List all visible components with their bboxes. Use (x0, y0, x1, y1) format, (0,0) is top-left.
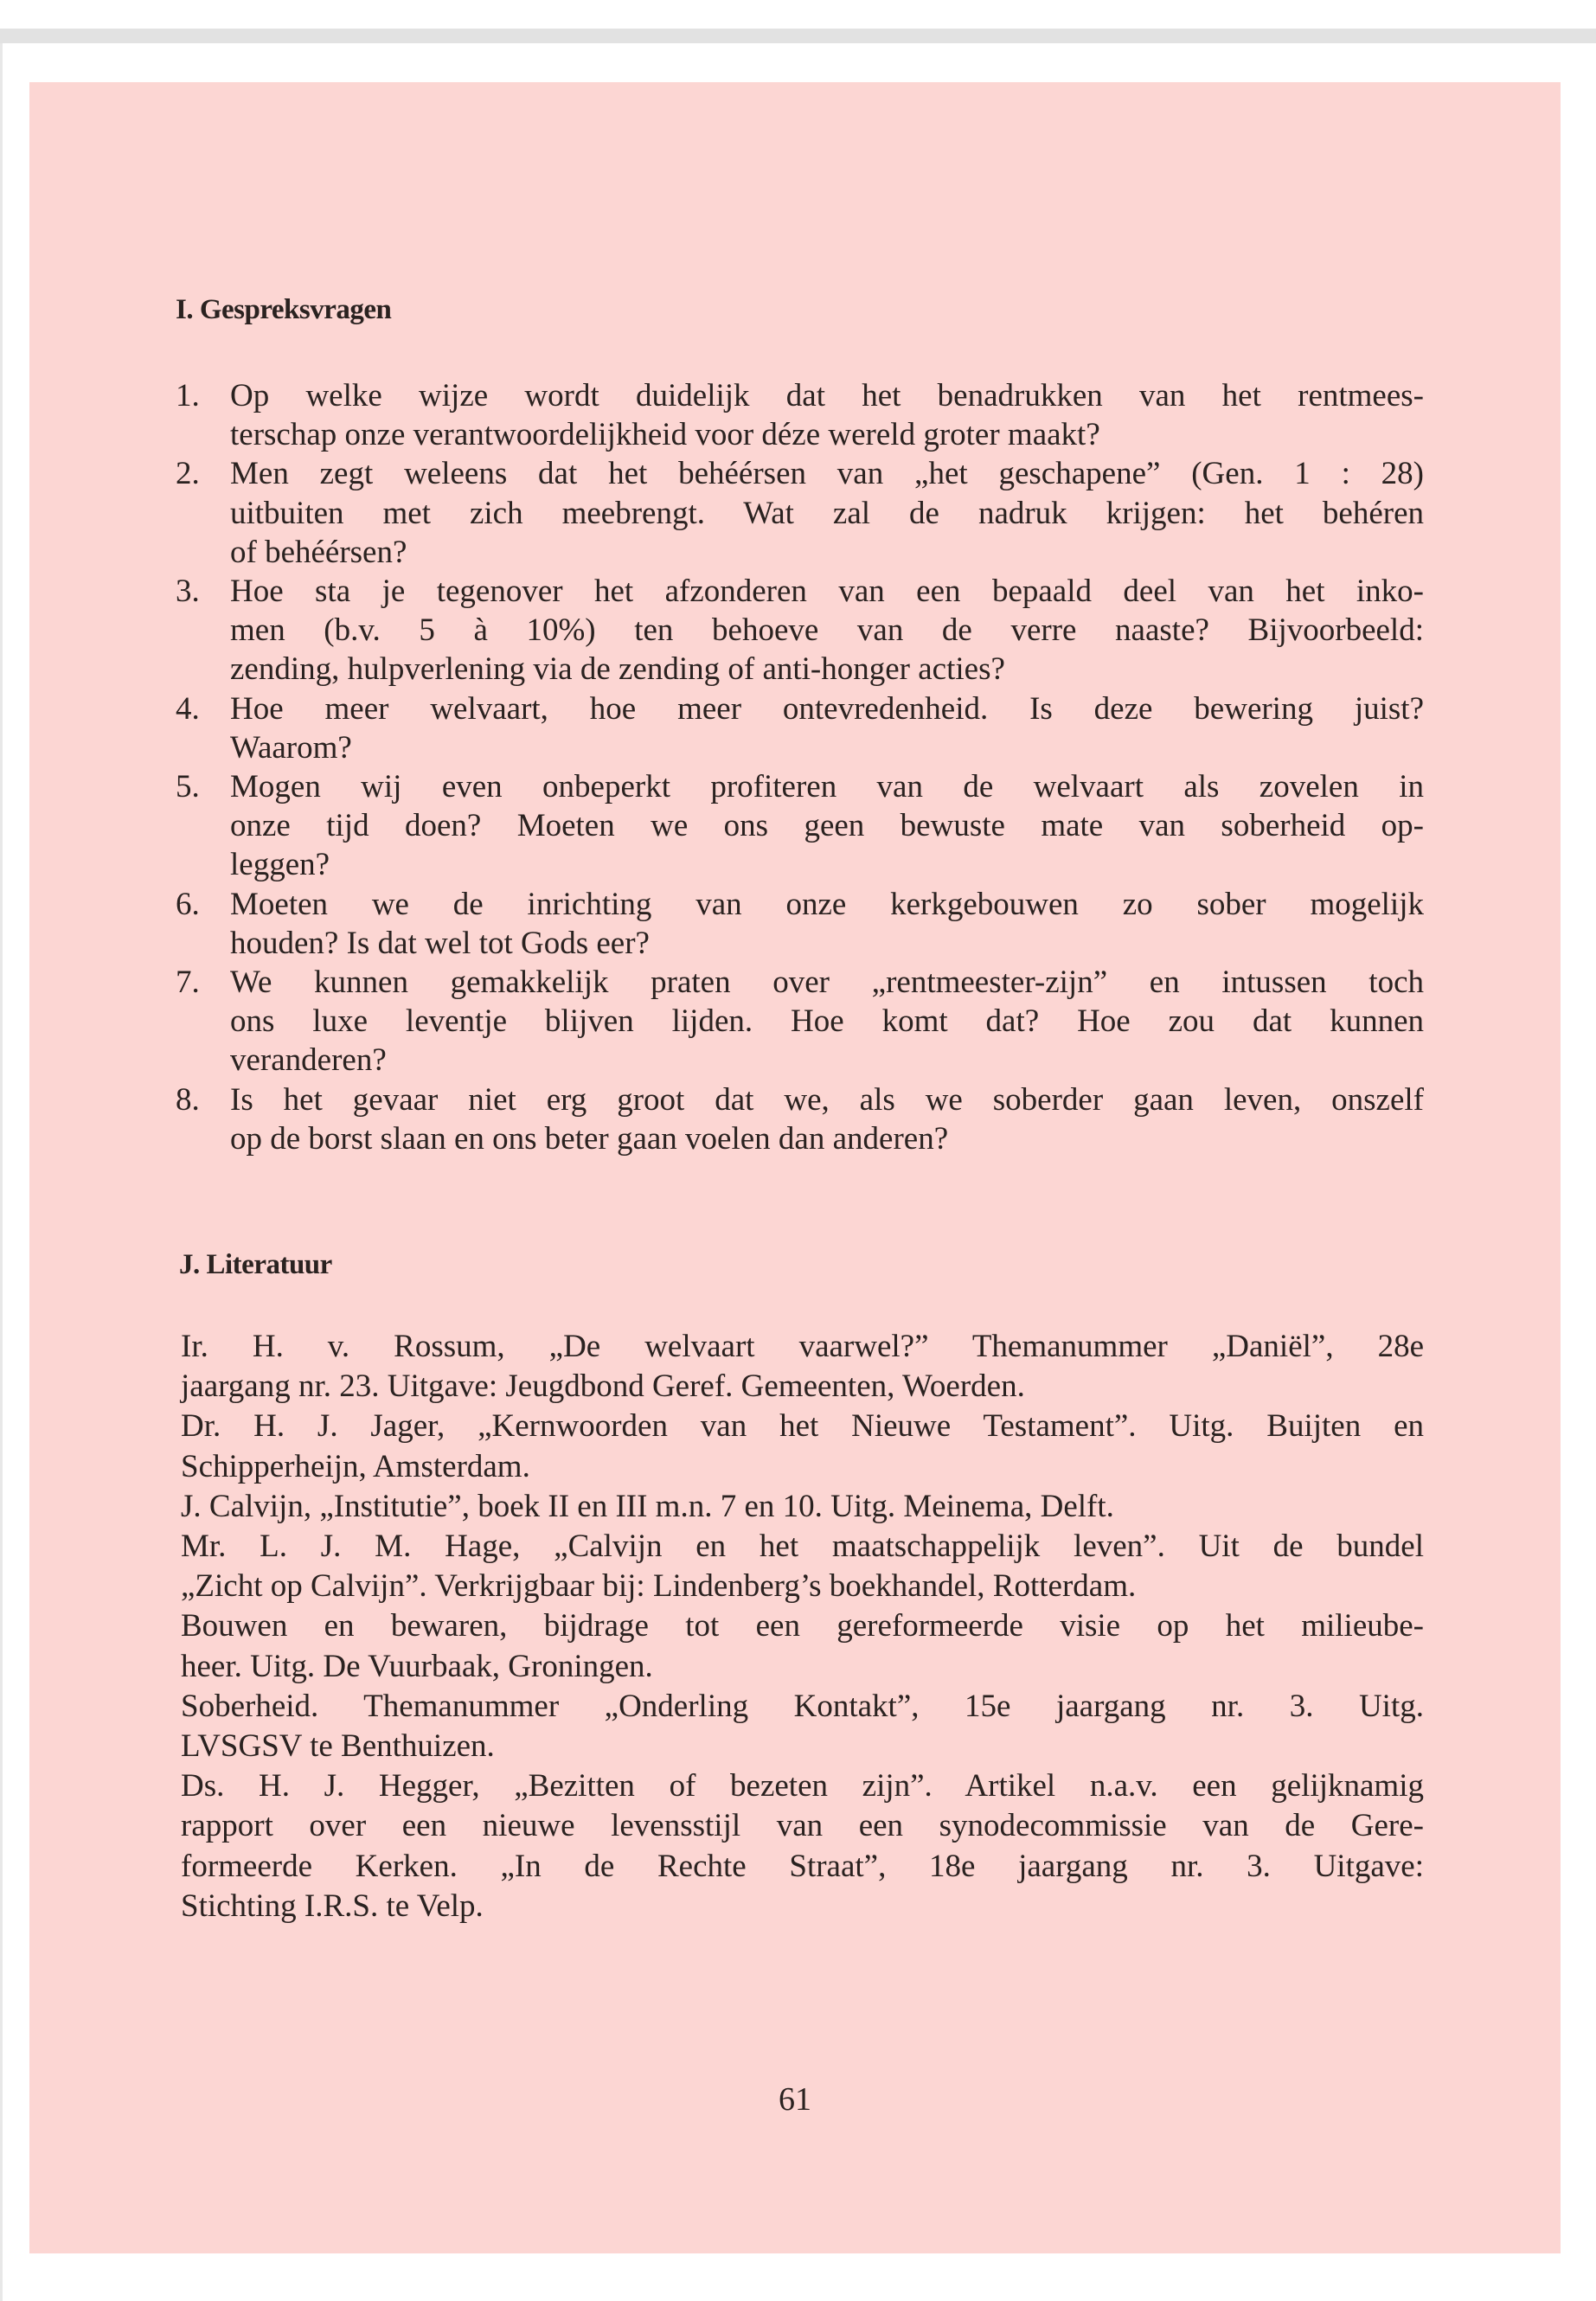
question-text-line: uitbuiten met zich meebrengt. Wat zal de nadruk krijgen: het behéren (230, 495, 1424, 531)
question-text-line: leggen? (230, 847, 330, 883)
scan-left-border (0, 43, 3, 2301)
question-text-line: Op welke wijze wordt duidelijk dat het benadrukken van het rentmees- (230, 378, 1424, 413)
question-number: 8. (176, 1081, 200, 1118)
section-heading-gespreksvragen: I. Gespreksvragen (176, 294, 392, 325)
question-text-line: Is het gevaar niet erg groot dat we, als we soberder gaan leven, onszelf (230, 1081, 1424, 1118)
section-heading-literatuur: J. Literatuur (179, 1249, 332, 1280)
literature-entry-line: Schipperheijn, Amsterdam. (181, 1448, 530, 1484)
literature-entry-line: Mr. L. J. M. Hage, „Calvijn en het maatschappelijk leven”. Uit de bundel (181, 1529, 1424, 1564)
question-text-line: veranderen? (230, 1042, 387, 1079)
literature-entry-line: J. Calvijn, „Institutie”, boek II en III m.n. 7 en 10. Uitg. Meinema, Delft. (181, 1488, 1114, 1524)
question-number: 3. (176, 574, 200, 609)
question-text-line: Waarom? (230, 729, 352, 766)
literature-entry-line: Bouwen en bewaren, bijdrage tot een gereformeerde visie op het milieube- (181, 1608, 1424, 1644)
question-text-line: op de borst slaan en ons beter gaan voelen dan anderen? (230, 1120, 949, 1157)
question-number: 7. (176, 965, 200, 1000)
literature-entry-line: Stichting I.R.S. te Velp. (181, 1888, 484, 1924)
question-text-line: houden? Is dat wel tot Gods eer? (230, 925, 650, 961)
literature-entry-line: Soberheid. Themanummer „Onderling Kontakt”, 15e jaargang nr. 3. Uitg. (181, 1688, 1424, 1724)
question-text-line: Hoe sta je tegenover het afzonderen van een bepaald deel van het inko- (230, 574, 1424, 609)
question-number: 4. (176, 690, 200, 727)
literature-entry-line: LVSGSV te Benthuizen. (181, 1728, 495, 1764)
question-text-line: We kunnen gemakkelijk praten over „rentmeester-zijn” en intussen toch (230, 965, 1424, 1000)
question-text-line: onze tijd doen? Moeten we ons geen bewuste mate van soberheid op- (230, 808, 1424, 844)
question-text-line: Mogen wij even onbeperkt profiteren van de welvaart als zovelen in (230, 769, 1424, 804)
question-number: 2. (176, 456, 200, 492)
literature-entry-line: heer. Uitg. De Vuurbaak, Groningen. (181, 1648, 653, 1684)
question-text-line: Men zegt weleens dat het behéérsen van „het geschapene” (Gen. 1 : 28) (230, 456, 1424, 492)
page-number: 61 (779, 2081, 811, 2118)
question-text-line: Hoe meer welvaart, hoe meer ontevredenheid. Is deze bewering juist? (230, 690, 1424, 727)
question-text-line: ons luxe leventje blijven lijden. Hoe komt dat? Hoe zou dat kunnen (230, 1003, 1424, 1040)
question-text-line: zending, hulpverlening via de zending of anti-honger acties? (230, 651, 1005, 688)
question-text-line: of behéérsen? (230, 534, 407, 570)
question-number: 6. (176, 886, 200, 922)
literature-entry-line: jaargang nr. 23. Uitgave: Jeugdbond Geref. Gemeenten, Woerden. (181, 1368, 1025, 1405)
question-text-line: Moeten we de inrichting van onze kerkgebouwen zo sober mogelijk (230, 886, 1424, 922)
literature-entry-line: Dr. H. J. Jager, „Kernwoorden van het Nieuwe Testament”. Uitg. Buijten en (181, 1408, 1424, 1445)
literature-entry-line: rapport over een nieuwe levensstijl van een synodecommissie van de Gere- (181, 1808, 1424, 1844)
literature-entry-line: „Zicht op Calvijn”. Verkrijgbaar bij: Lindenberg’s boekhandel, Rotterdam. (181, 1568, 1137, 1605)
question-text-line: terschap onze verantwoordelijkheid voor déze wereld groter maakt? (230, 417, 1100, 453)
literature-entry-line: formeerde Kerken. „In de Rechte Straat”, 18e jaargang nr. 3. Uitgave: (181, 1848, 1424, 1884)
scan-top-border (0, 29, 1596, 43)
literature-entry-line: Ds. H. J. Hegger, „Bezitten of bezeten zijn”. Artikel n.a.v. een gelijknamig (181, 1768, 1424, 1804)
question-number: 1. (176, 378, 200, 413)
literature-entry-line: Ir. H. v. Rossum, „De welvaart vaarwel?” Themanummer „Daniël”, 28e (181, 1329, 1424, 1364)
question-text-line: men (b.v. 5 à 10%) ten behoeve van de verre naaste? Bijvoorbeeld: (230, 612, 1424, 649)
question-number: 5. (176, 769, 200, 804)
